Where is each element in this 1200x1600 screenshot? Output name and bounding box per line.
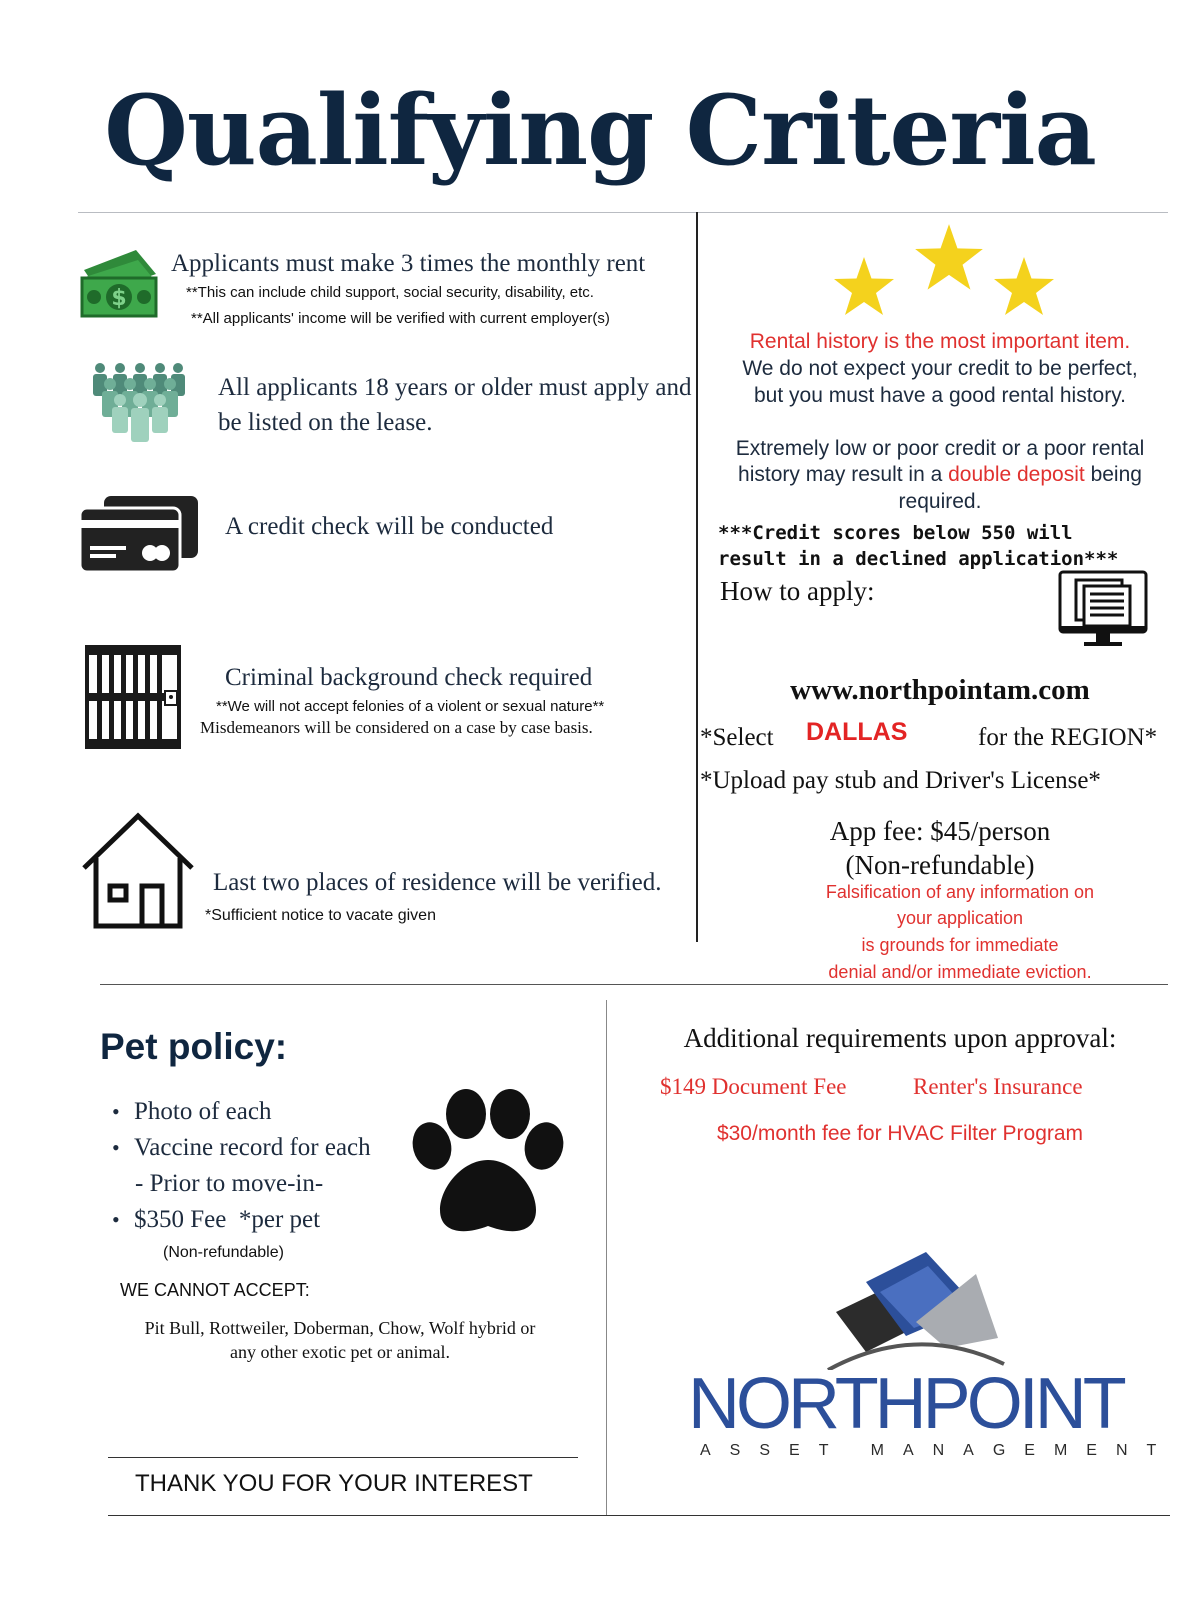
- money-icon: [78, 248, 160, 320]
- star-icon: [993, 257, 1055, 317]
- applicants-line-2: be listed on the lease.: [218, 409, 433, 436]
- criminal-note-2: Misdemeanors will be considered on a case by case basis.: [200, 718, 593, 737]
- pet-item-vaccine-sub: - Prior to move-in-: [135, 1170, 324, 1197]
- credit-line-2: but you must have a good rental history.: [754, 384, 1126, 407]
- criminal-heading: Criminal background check required: [225, 664, 593, 691]
- additional-heading: Additional requirements upon approval:: [683, 1023, 1117, 1053]
- thank-you-message: THANK YOU FOR YOUR INTEREST: [135, 1470, 533, 1497]
- falsification-line-3: is grounds for immediate: [861, 935, 1059, 955]
- applicants-line-1: All applicants 18 years or older must apply and: [218, 374, 692, 401]
- falsification-line-4: denial and/or immediate eviction.: [828, 962, 1092, 982]
- list-item: • Photo of each: [112, 1098, 272, 1125]
- footer-rule: [108, 1515, 1170, 1516]
- list-item: • $350 Fee *per pet: [112, 1206, 321, 1233]
- poor-credit-line-1: Extremely low or poor credit or a poor rental: [735, 437, 1145, 460]
- double-deposit: double deposit: [948, 463, 1085, 486]
- poor-credit-line-2-pre: history may result in a: [738, 463, 949, 486]
- pet-policy-heading: Pet policy:: [100, 1026, 288, 1067]
- app-fee: App fee: $45/person: [829, 816, 1051, 846]
- logo-wordmark: NORTHPOINT: [688, 1364, 1123, 1444]
- select-suffix: for the REGION*: [978, 724, 1158, 751]
- upload-instructions: *Upload pay stub and Driver's License*: [700, 767, 1101, 794]
- pet-item-photo: Photo of each: [134, 1098, 272, 1125]
- pet-item-vaccine: Vaccine record for each: [134, 1134, 371, 1161]
- credit-line-1: We do not expect your credit to be perfect,: [742, 357, 1138, 380]
- cannot-accept-heading: WE CANNOT ACCEPT:: [120, 1280, 310, 1300]
- pet-fee-note: (Non-refundable): [163, 1244, 284, 1261]
- pet-policy-list: [106, 1098, 371, 1170]
- criminal-note-1: **We will not accept felonies of a violent or sexual nature**: [216, 698, 605, 715]
- column-divider: [696, 212, 698, 942]
- people-icon: [88, 362, 188, 448]
- thank-you-top-rule: [108, 1457, 578, 1458]
- jail-icon: [85, 645, 181, 749]
- poor-credit-line-3: required.: [898, 490, 982, 513]
- website-link[interactable]: www.northpointam.com: [790, 674, 1090, 706]
- breeds-line-2: any other exotic pet or animal.: [230, 1342, 450, 1362]
- pet-item-fee: $350 Fee *per pet: [134, 1206, 321, 1233]
- income-note-1: **This can include child support, social security, disability, etc.: [186, 284, 594, 301]
- falsification-line-2: your application: [896, 908, 1024, 928]
- renters-insurance: Renter's Insurance: [913, 1074, 1083, 1099]
- poor-credit-line-2: [700, 463, 1180, 487]
- svg-text:$: $: [111, 286, 127, 311]
- falsification-line-1: Falsification of any information on: [825, 882, 1095, 902]
- score-line-2: result in a declined application***: [718, 548, 1119, 570]
- poor-credit-line-2-post: being: [1084, 463, 1142, 486]
- document-monitor-icon: [1058, 570, 1148, 650]
- logo-tagline: ASSET MANAGEMENT: [700, 1442, 1176, 1459]
- credit-heading: A credit check will be conducted: [225, 513, 554, 540]
- star-icon: [833, 257, 895, 317]
- score-line-1: ***Credit scores below 550 will: [718, 522, 1073, 544]
- income-heading: Applicants must make 3 times the monthly rent: [171, 250, 646, 277]
- select-region: DALLAS: [806, 718, 908, 746]
- hvac-fee: $30/month fee for HVAC Filter Program: [716, 1122, 1084, 1145]
- page-title: Qualifying Criteria: [104, 74, 1096, 187]
- star-icon: [914, 224, 984, 292]
- northpoint-logo-mark: [826, 1252, 1006, 1370]
- document-fee: $149 Document Fee: [660, 1074, 847, 1099]
- breeds-line-1: Pit Bull, Rottweiler, Doberman, Chow, Wolf hybrid or: [144, 1318, 536, 1338]
- paw-icon: [412, 1088, 564, 1238]
- residence-note: *Sufficient notice to vacate given: [205, 907, 436, 924]
- pet-policy-list-fee: [106, 1206, 320, 1242]
- house-icon: [80, 812, 196, 930]
- title-divider: [78, 212, 1168, 213]
- select-prefix: *Select: [700, 724, 774, 751]
- mid-divider: [100, 984, 1168, 985]
- residence-heading: Last two places of residence will be verified.: [213, 869, 662, 896]
- income-note-2: **All applicants' income will be verified with current employer(s): [191, 310, 610, 327]
- how-to-apply: How to apply:: [720, 576, 875, 606]
- app-fee-non-refundable: (Non-refundable): [845, 850, 1035, 880]
- list-item: • Vaccine record for each: [112, 1134, 371, 1161]
- rental-important: Rental history is the most important item.: [749, 330, 1131, 353]
- bottom-column-divider: [606, 1000, 607, 1515]
- credit-card-icon: [80, 496, 198, 572]
